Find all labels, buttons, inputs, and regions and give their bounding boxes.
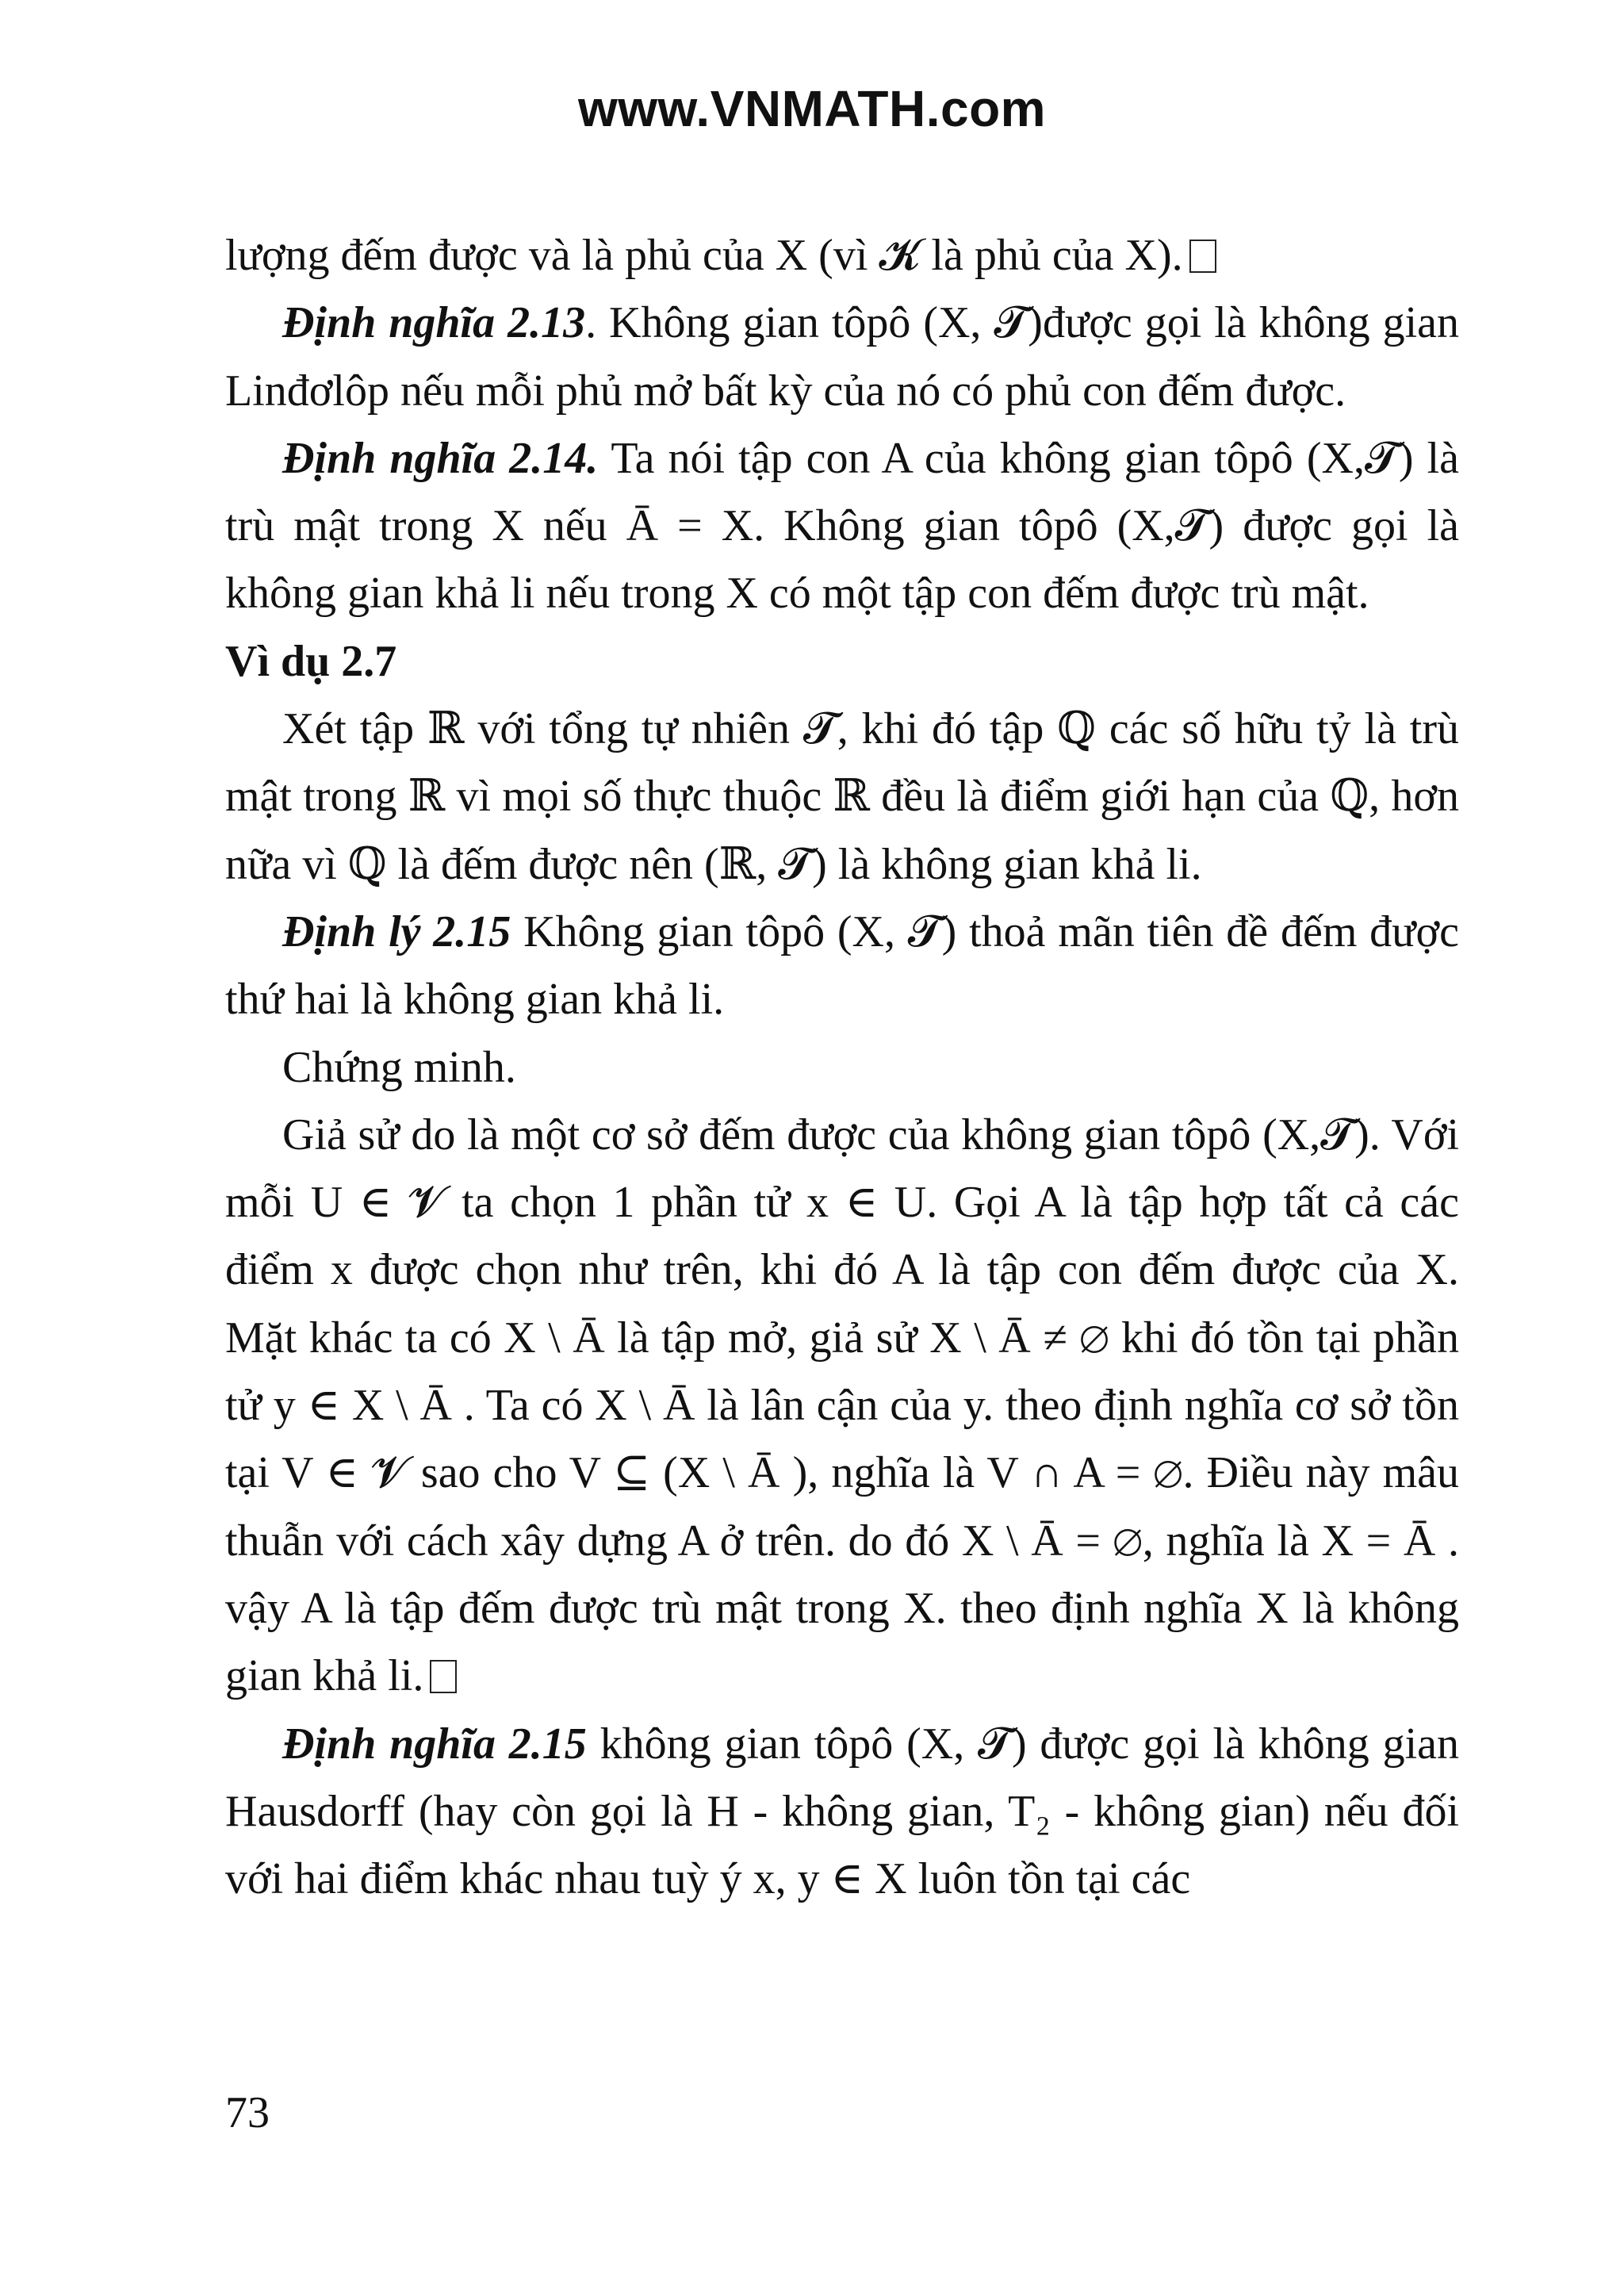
qed-box-icon: [1189, 240, 1216, 273]
definition-2-14: [225, 425, 1459, 628]
theorem-heading: Định lý 2.15: [282, 907, 511, 956]
page-number: 73: [225, 2088, 270, 2137]
proof-text: Giả sử do là một cơ sở đếm được của không gian tôpô (X,𝓣). Với mỗi U ∈ 𝓥 ta chọn 1 phần tử x ∈ U. Gọi A là tập hợp tất cả các điểm x được chọn như trên, khi đó A là tập con đếm được của X. Mặt khác ta có X \ Ā là tập mở, giả sử X \ Ā ≠ ∅ khi đó tồn tại phần tử y ∈ X \ Ā . Ta có X \ Ā là lân cận của y. theo định nghĩa cơ sở tồn tại V ∈ 𝓥 sao cho V ⊆ (X \ Ā ), nghĩa là V ∩ A = ∅. Điều này mâu thuẫn với cách xây dựng A ở trên. do đó X \ Ā = ∅, nghĩa là X = Ā . vậy A là tập đếm được trù mật trong X. theo định nghĩa X là không gian khả li.: [225, 1110, 1459, 1701]
definition-heading: Định nghĩa 2.15: [282, 1719, 587, 1769]
page-body: [225, 222, 1459, 1913]
example-heading: Vì dụ 2.7: [225, 636, 397, 686]
definition-heading: Định nghĩa 2.13: [282, 298, 586, 348]
qed-box-icon: [430, 1660, 457, 1693]
definition-text: không gian tôpô (X, 𝓣) được gọi là không gian Hausdorff (hay còn gọi là H - không gian, T₂ - không gian) nếu đối với hai điểm khác nhau tuỳ ý x, y ∈ X luôn tồn tại các: [225, 1719, 1459, 1904]
theorem-text: Không gian tôpô (X, 𝓣) thoả mãn tiên đề đếm được thứ hai là không gian khả li.: [225, 907, 1459, 1025]
definition-text: . Không gian tôpô (X, 𝓣)được gọi là không gian Linđơlôp nếu mỗi phủ mở bất kỳ của nó có phủ con đếm được.: [225, 298, 1460, 416]
definition-2-15: [225, 1711, 1459, 1914]
proof-label: Chứng minh.: [282, 1042, 516, 1092]
definition-heading: Định nghĩa 2.14.: [282, 433, 599, 483]
example-text: Xét tập ℝ với tổng tự nhiên 𝓣, khi đó tập ℚ các số hữu tỷ là trù mật trong ℝ vì mọi số thực thuộc ℝ đều là điểm giới hạn của ℚ, hơn nữa vì ℚ là đếm được nên (ℝ, 𝓣) là không gian khả li.: [225, 704, 1459, 889]
definition-text: Ta nói tập con A của không gian tôpô (X,𝓣) là trù mật trong X nếu Ā = X. Không gian tôpô (X,𝓣) được gọi là không gian khả li nếu trong X có một tập con đếm được trù mật.: [225, 433, 1459, 619]
paragraph-continuation: lượng đếm được và là phủ của X (vì 𝓚 là phủ của X).: [225, 222, 1459, 289]
site-header: www.VNMATH.com: [577, 80, 1047, 137]
theorem-2-15: [225, 899, 1459, 1034]
definition-2-13: [225, 289, 1459, 425]
